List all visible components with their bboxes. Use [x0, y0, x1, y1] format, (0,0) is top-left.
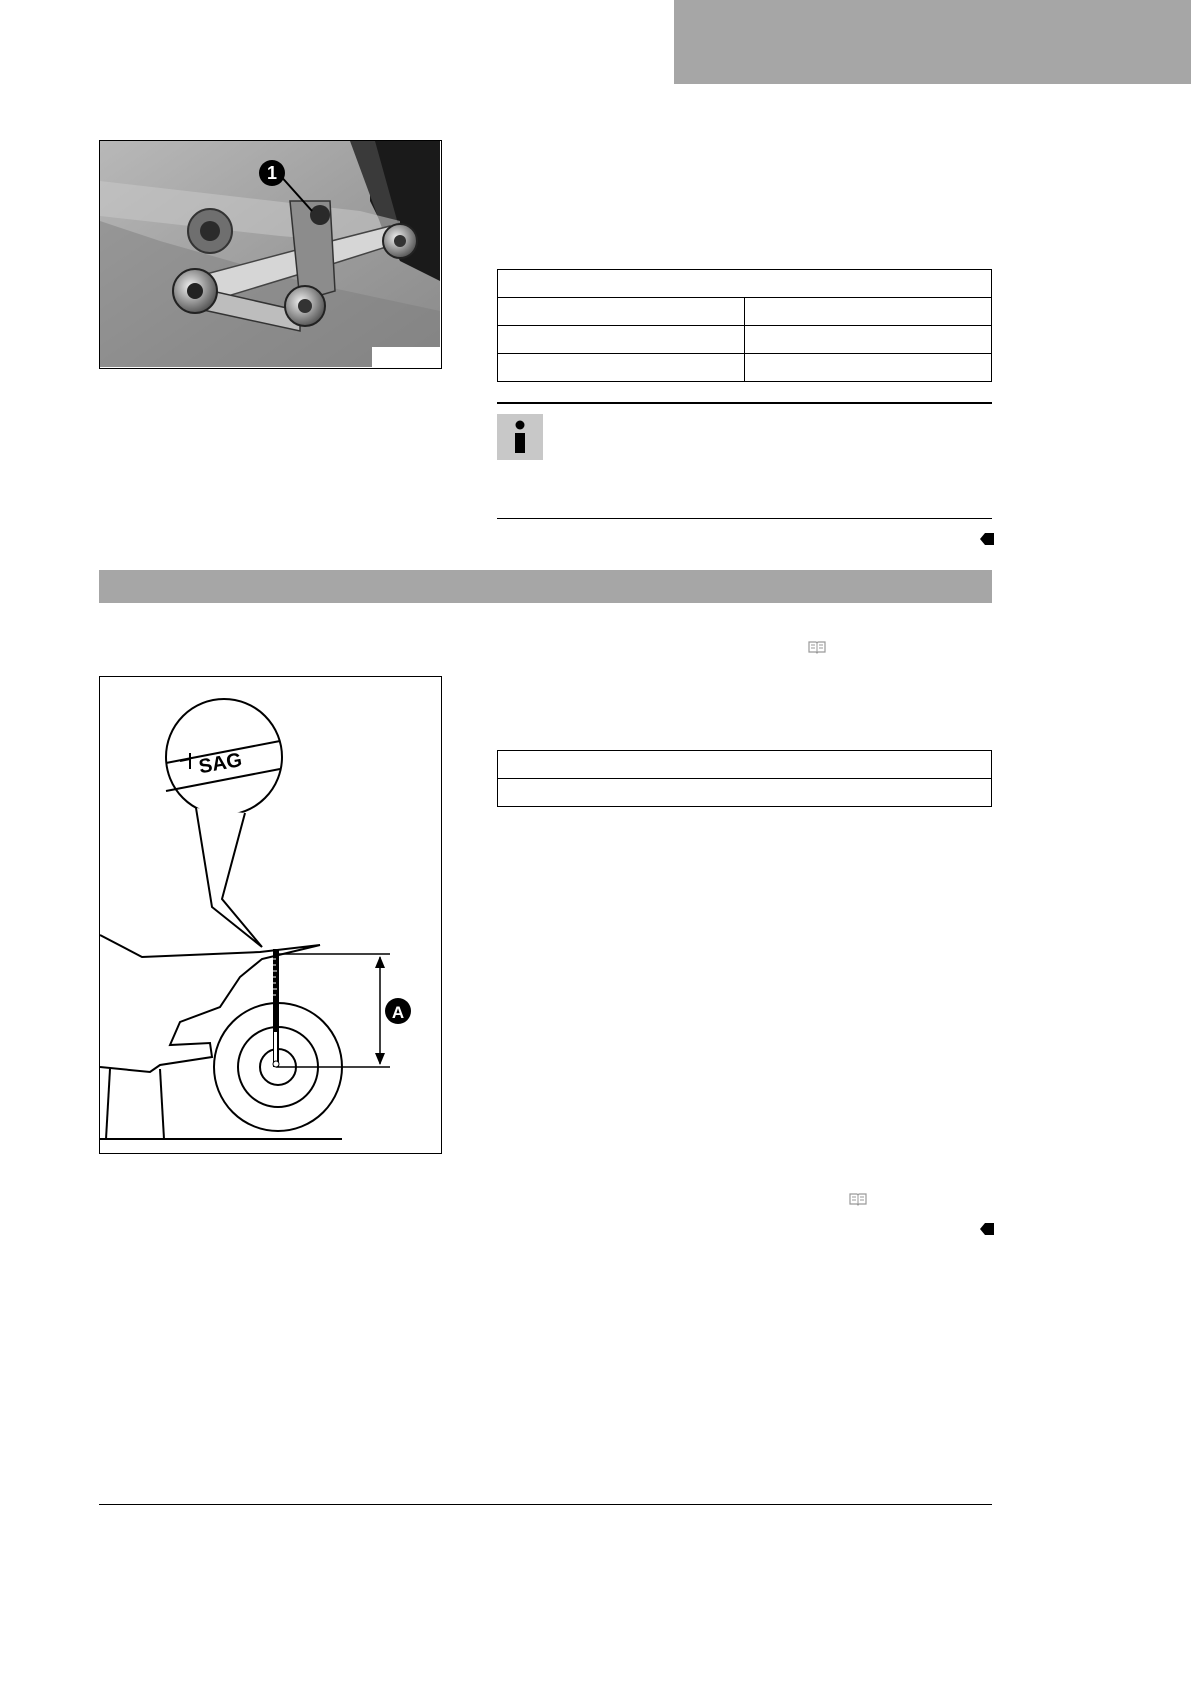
sag-zoom-label: SAG	[197, 749, 244, 779]
table-row	[498, 779, 992, 807]
info-icon	[497, 414, 543, 460]
table-cell	[498, 354, 745, 382]
table-row	[498, 326, 992, 354]
end-of-section-icon	[980, 532, 994, 544]
table-cell	[498, 779, 992, 807]
book-reference-icon	[808, 640, 826, 654]
info-top-rule	[497, 402, 992, 404]
footer-rule	[99, 1504, 992, 1505]
table-cell	[498, 326, 745, 354]
table-header-cell	[498, 751, 992, 779]
linkage-photo	[100, 141, 440, 367]
callout-1-label: 1	[266, 163, 278, 183]
figure-linkage-photo	[99, 140, 442, 369]
book-reference-icon	[849, 1192, 867, 1206]
table-cell	[745, 326, 992, 354]
spec-table-1	[497, 269, 992, 382]
info-bottom-rule	[497, 518, 992, 519]
header-tab	[674, 0, 1191, 84]
figure-sag-drawing	[99, 676, 442, 1154]
spec-table-2	[497, 750, 992, 807]
end-of-section-icon	[980, 1222, 994, 1234]
dimension-a-label: A	[391, 1003, 405, 1022]
table-row	[498, 298, 992, 326]
table-header-cell	[498, 270, 992, 298]
table-cell	[745, 298, 992, 326]
table-row	[498, 354, 992, 382]
table-row	[498, 270, 992, 298]
sag-diagram	[100, 677, 440, 1152]
section-heading-bar	[99, 570, 992, 603]
table-row	[498, 751, 992, 779]
table-cell	[745, 354, 992, 382]
table-cell	[498, 298, 745, 326]
